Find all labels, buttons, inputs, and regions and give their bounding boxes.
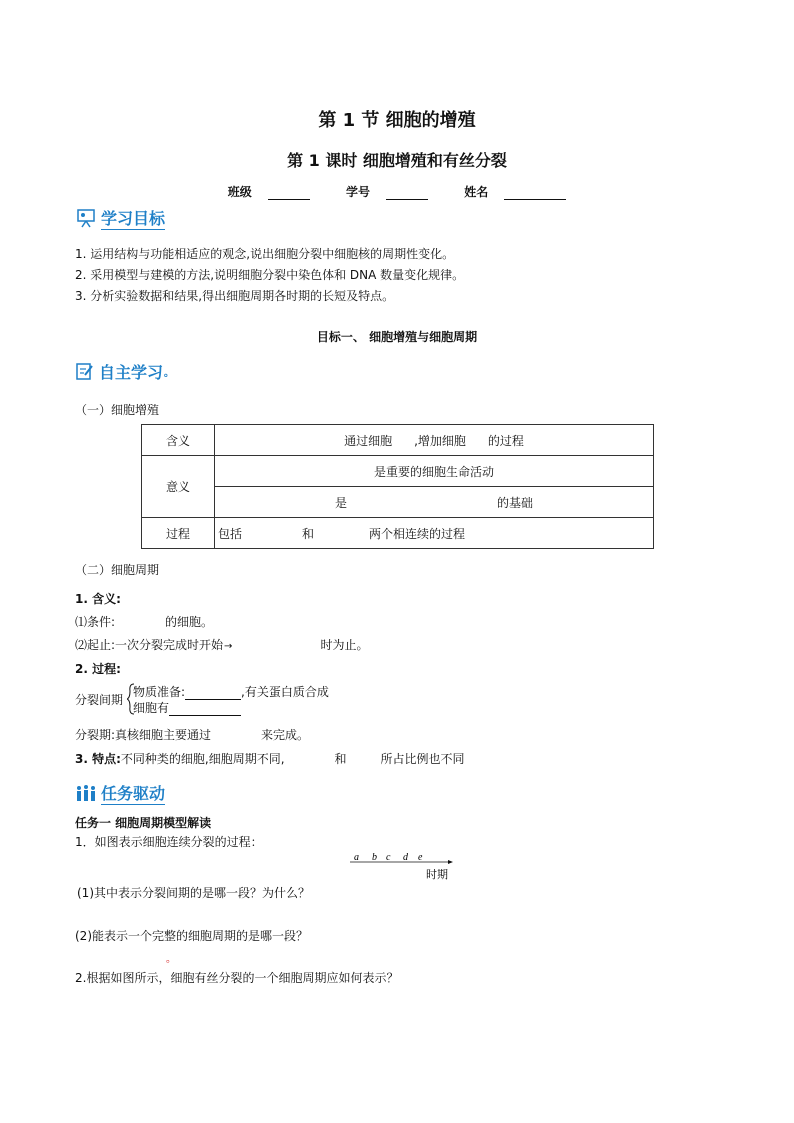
interphase-line1: 物质准备: ,有关蛋白质合成 — [133, 685, 329, 699]
self-study-heading: 自主学习 — [99, 362, 164, 382]
range-line: ⑵起止:一次分裂完成时开始→ 时为止。 — [75, 638, 369, 652]
edit-note-icon — [75, 361, 95, 381]
page-title: 第 1 节 细胞的增殖 — [318, 110, 476, 131]
objectives-header — [75, 206, 165, 230]
feature-line: 3. 特点:不同种类的细胞,细胞周期不同, 和 所占比例也不同 — [75, 752, 465, 766]
significance-line2-cell: 是 的基础 — [215, 487, 654, 518]
time-axis-diagram — [346, 850, 456, 882]
axis-label-e: e — [418, 852, 423, 863]
student-info — [0, 183, 794, 200]
class-label: 班级 — [227, 185, 252, 199]
axis-label-b: b — [372, 852, 377, 863]
material-blank[interactable] — [185, 687, 241, 700]
axis-name: 时期 — [426, 868, 448, 881]
objective-item-1: 1. 运用结构与功能相适应的观念,说出细胞分裂中细胞核的周期性变化。 — [75, 247, 455, 261]
question-1-2: (2)能表示一个完整的细胞周期的是哪一段？ — [75, 929, 308, 943]
presentation-icon — [75, 208, 97, 228]
task-heading: 任务驱动 — [101, 781, 165, 805]
process-label-cell: 过程 — [142, 518, 215, 549]
condition-line: ⑴条件: 的细胞。 — [75, 615, 214, 629]
arrow-icon — [448, 860, 453, 864]
axis-label-c: c — [386, 852, 391, 863]
interphase-label: 分裂间期 — [75, 693, 124, 707]
proliferation-table — [141, 424, 654, 549]
number-label: 学号 — [345, 185, 370, 199]
process-label: 2. 过程: — [75, 662, 121, 676]
growth-blank[interactable] — [169, 703, 241, 716]
meaning-label-cell: 含义 — [142, 425, 215, 456]
red-dot: 。 — [166, 954, 176, 965]
people-icon — [75, 783, 97, 803]
significance-line1-cell: 是重要的细胞生命活动 — [215, 456, 654, 487]
name-label: 姓名 — [464, 185, 489, 199]
objective-item-3: 3. 分析实验数据和结果,得出细胞周期各时期的长短及特点。 — [75, 289, 395, 303]
question-2: 2.根据如图所示，细胞有丝分裂的一个细胞周期应如何表示？ — [75, 971, 399, 985]
lesson-subtitle: 第 1 课时 细胞增殖和有丝分裂 — [287, 151, 507, 170]
mitosis-line: 分裂期:真核细胞主要通过 来完成。 — [75, 728, 310, 742]
significance-label-cell: 意义 — [142, 456, 215, 518]
class-blank[interactable] — [268, 187, 310, 200]
name-blank[interactable] — [504, 187, 566, 200]
process-content-cell: 包括 和 两个相连续的过程 — [215, 518, 654, 549]
self-study-header: 自主学习 。 — [75, 359, 174, 383]
question-1-intro: 1．如图表示细胞连续分裂的过程： — [75, 835, 263, 849]
task-one-title: 任务一 细胞周期模型解读 — [75, 816, 212, 830]
meaning-content-cell: 通过细胞 ,增加细胞 的过程 — [215, 425, 654, 456]
task-header — [75, 781, 165, 805]
meaning-label: 1. 含义: — [75, 592, 121, 606]
interphase-line2: 细胞有 — [133, 700, 241, 716]
part-cell-cycle: （二）细胞周期 — [75, 563, 160, 577]
part-cell-proliferation: （一）细胞增殖 — [75, 403, 160, 417]
goal-one-title: 目标一、 细胞增殖与细胞周期 — [316, 330, 478, 344]
objective-item-2: 2. 采用模型与建模的方法,说明细胞分裂中染色体和 DNA 数量变化规律。 — [75, 268, 465, 282]
number-blank[interactable] — [386, 187, 428, 200]
axis-label-d: d — [403, 852, 408, 863]
question-1-1: (1)其中表示分裂间期的是哪一段？为什么？ — [77, 886, 310, 900]
objectives-heading: 学习目标 — [101, 206, 165, 230]
axis-label-a: a — [354, 852, 359, 863]
